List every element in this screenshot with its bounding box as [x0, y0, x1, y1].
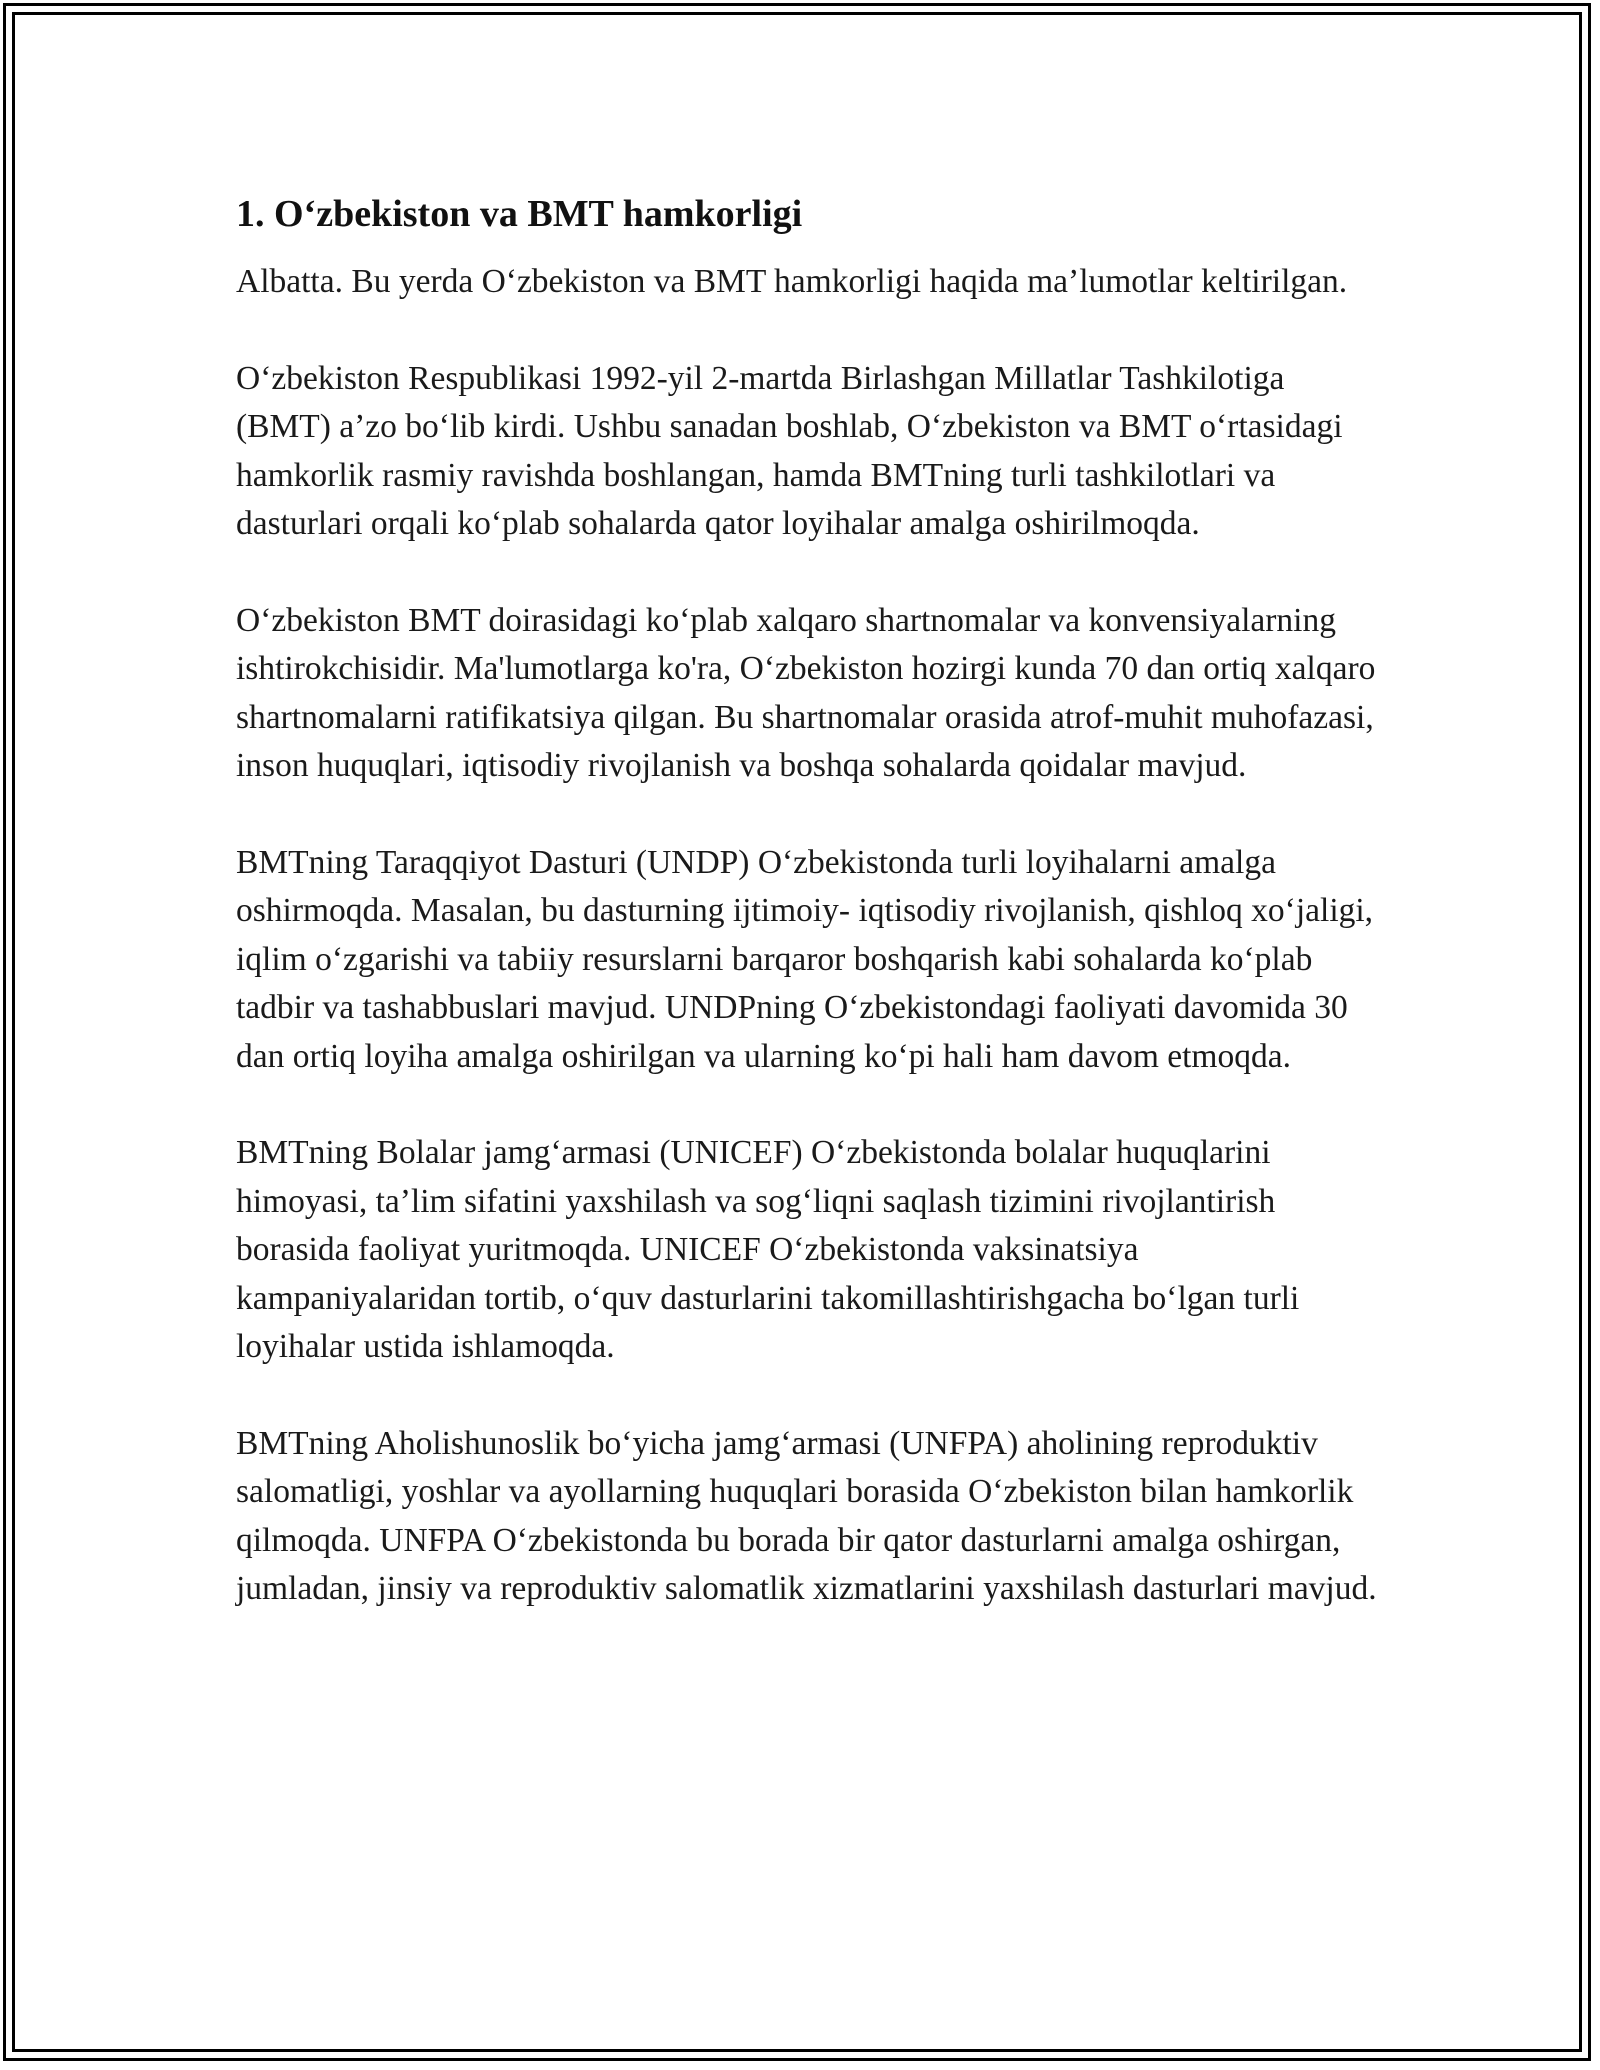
paragraph-unfpa: BMTning Aholishunoslik bo‘yicha jamg‘armasi (UNFPA) aholining reproduktiv salomatligi, yoshlar va ayollarning huquqlari borasida O‘zbekiston bilan hamkorlik qilmoqda. UNFPA O‘zbekistonda bu borada bir qator dasturlarni amalga oshirgan, jumladan, jinsiy va reproduktiv salomatlik xizmatlarini yaxshilash dasturlari mavjud. [236, 1424, 1377, 1607]
paragraph-intro: Albatta. Bu yerda O‘zbekiston va BMT hamkorligi haqida ma’lumotlar keltirilgan. [236, 263, 1348, 300]
paragraph-membership: O‘zbekiston Respublikasi 1992-yil 2-martda Birlashgan Millatlar Tashkilotiga (BMT) a’zo bo‘lib kirdi. Ushbu sanadan boshlab, O‘zbekiston va BMT o‘rtasidagi hamkorlik rasmiy ravishda boshlangan, hamda BMTning turli tashkilotlari va dasturlari orqali ko‘plab sohalarda qator loyihalar amalga oshirilmoqda. [236, 359, 1343, 542]
section-heading: 1. O‘zbekiston va BMT hamkorligi [236, 193, 803, 235]
document-body [236, 188, 1386, 1662]
paragraph-unicef: BMTning Bolalar jamg‘armasi (UNICEF) O‘zbekistonda bolalar huquqlarini himoyasi, ta’lim sifatini yaxshilash va sog‘liqni saqlash tizimini rivojlantirish borasida faoliyat yuritmoqda. UNICEF O‘zbekistonda vaksinatsiya kampaniyalaridan tortib, o‘quv dasturlarini takomillashtirishgacha bo‘lgan turli loyihalar ustida ishlamoqda. [236, 1134, 1300, 1365]
paragraph-undp: BMTning Taraqqiyot Dasturi (UNDP) O‘zbekistonda turli loyihalarni amalga oshirmoqda. Masalan, bu dasturning ijtimoiy- iqtisodiy rivojlanish, qishloq xo‘jaligi, iqlim o‘zgarishi va tabiiy resurslarni barqaror boshqarish kabi sohalarda ko‘plab tadbir va tashabbuslari mavjud. UNDPning O‘zbekistondagi faoliyati davomida 30 dan ortiq loyiha amalga oshirilgan va ularning ko‘pi hali ham davom etmoqda. [236, 843, 1374, 1075]
paragraph-treaties: O‘zbekiston BMT doirasidagi ko‘plab xalqaro shartnomalar va konvensiyalarning ishtirokchisidir. Ma'lumotlarga ko'ra, O‘zbekiston hozirgi kunda 70 dan ortiq xalqaro shartnomalarni ratifikatsiya qilgan. Bu shartnomalar orasida atrof-muhit muhofazasi, inson huquqlari, iqtisodiy rivojlanish va boshqa sohalarda qoidalar mavjud. [236, 601, 1376, 784]
